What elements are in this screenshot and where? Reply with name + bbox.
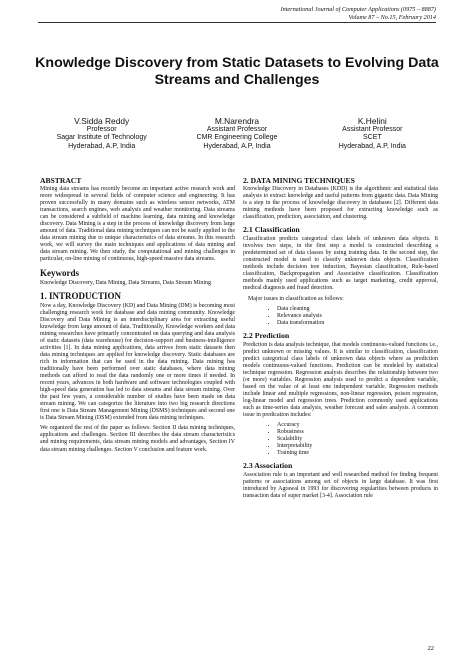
list-item: • Data transformation [277,320,438,327]
section-2-2-heading: 2.2 Prediction [243,331,290,341]
right-column [243,176,438,503]
section-2-2-text: Prediction is data analysis technique, that models continuous-valued functions i.e., predict unknown or missing values. It is similar to classification, classification predict categorical class labels of unknown data objects where as prediction models continuous-valued functions. Prediction can be modeled by statistical technique regression. Regression analysis describes the relationship between two (or more) variables. Regression analysis used to predict a dependent variable, based on the value of at least one independent variable. Regression methods include linear and multiple regressions, non-linear regression, poison regression, log-linear model and regression trees. Prediction commonly used applications such as time-series data analysis, weather forecast and sales analysis. A common issue in predication includes: [243,341,438,419]
author-role: Assistant Professor [342,126,403,133]
keywords-text: Knowledge Discovery, Data Mining, Data Streams, Data Stream Mining [40,279,211,286]
page-number: 22 [427,645,434,652]
author-block [34,116,440,151]
author-place: Hyderabad, A.P, India [68,142,136,150]
author-role: Assistant Professor [206,126,268,133]
list-item: • Data cleaning [277,306,438,313]
list-item: • Scalability [277,436,438,443]
introduction-paragraph-1: Now a day, Knowledge Discovery (KD) and Data Mining (DM) is becoming most challenging research work for database and data mining community. Knowledge Discovery and Data Mining is an interdisciplinary area for extracting useful knowledge from large amount of data. Traditionally, Knowledge workers and data mining researches have primarily concentrated on data querying and data analysis of static datasets (data warehouse) for decision-support and business-intelligence activities [1]. In data mining applications, data arrives from static datasets then data mining techniques are applied for knowledge discovery. Static databases are rich in information that can be used in the data mining. Data mining has traditionally have been performed over static databases, where data mining methods can afford to read the data randomly one or more times if needed. In recent years, advances in both hardware and software technologies coupled with high-speed data generation has led to data streams and data stream mining. Over the past few years, a considerable number of studies have been made on data stream mining. We can categorize the literature into two big research directions first one is Data Stream Management Mining (DSMS) techniques and second one is Data Stream Mining (DSM) extended from data mining techniques. [40,302,235,422]
journal-name: International Journal of Computer Applications (0975 – 8887) [280,6,436,13]
header-rule [38,22,436,23]
left-column [40,176,235,457]
section-2-1-lead: Major issues in classification as follows: [248,296,344,303]
section-2-1-text: Classification predicts categorical class labels of unknown data objects. It involves two steps, in the first step a model is constructed describing a predetermined set of data classes by using training data. In the second step, the constructed model is used to classify unknown data objects. Classification methods include decision tree induction, Bayesian classification, Rule-based classification, Backpropagation and Associative classification. Classification methods mainly used applications such as target marketing, credit approval, medical diagnosis and fraud detection. [243,235,438,291]
section-2-3-heading: 2.3 Association [243,461,293,471]
author-place: Hyderabad, A.P, India [338,142,406,150]
journal-header [281,6,436,21]
classification-issues-list [243,306,438,327]
keywords-heading: Keywords [40,267,79,278]
list-item: • Interpretability [277,443,438,450]
section-2-heading: 2. DATA MINING TECHNIQUES [243,176,355,185]
author-org: Sagar Institute of Technology [56,134,147,142]
author-place: Hyderabad, A.P, India [203,142,271,150]
author-name: V.Sidda Reddy [74,116,130,126]
list-item: • Accuracy [277,422,438,429]
author-name: K.Helini [357,116,387,126]
introduction-paragraph-2: We organized the rest of the paper as follows: Section II data mining techniques, applications and challenges. Section III describes the data stream characteristics and mining requirements, data stream mining models and advantages, Section IV data stream mining challenges. Section V conclusion and feature work. [40,425,235,453]
abstract-text: Mining data streams has recently become an important active research work and more widespread in several fields of computer science and engineering. It has proven successfully in many domains such as wireless sensor networks, ATM transactions, search engines, web analysis and weather monitoring. Data streams can be considered a subfield of machine learning, data mining and knowledge discovery. Data Mining is a step in the process of knowledge discovery from large amount of data. Traditional data mining techniques can not be easily applied to the data stream mining due to unique characteristics of data streams. In this research work, we will survey the main techniques and applications of data mining and data stream mining. We then study, the computational and mining challenges in particular, on-line mining of continuous, high-speed massive data streams. [40,186,235,263]
list-item: • Robustness [277,429,438,436]
section-2-1-heading: 2.1 Classification [243,225,300,235]
list-item: • Training time [277,450,438,457]
section-2-text: Knowledge Discovery in Databases (KDD) is the algorithmic and statistical data analysis to extract knowledge and useful patterns from gigantic data. Data Mining is a step in the process of knowledge discovery in databases [2]. Different data mining methods have been proposed for extracting knowledge such as classification, prediction, association, and clustering. [243,186,438,221]
author-2 [169,116,304,151]
author-org: CMR Engineering College [196,134,278,142]
introduction-heading: 1. INTRODUCTION [40,290,122,301]
author-role: Professor [86,126,117,133]
paper-title: Knowledge Discovery from Static Datasets to Evolving Data Streams and Challenges [35,55,439,88]
prediction-issues-list [243,422,438,457]
list-item: • Relevance analysis [277,313,438,320]
author-3 [305,116,440,151]
journal-volume: Volume 87 – No.15, February 2014 [348,13,436,21]
author-org: SCET [362,134,382,142]
section-2-3-text: Association rule is an important and well researched method for finding frequent patterns or associations among set of objects in large database. It was first introduced by Agrawal in 1993 for discovering regularities between products in transaction data of super market [3-4]. Association rule [243,471,438,499]
author-name: M.Narendra [214,116,260,126]
abstract-heading: ABSTRACT [40,176,82,185]
author-1 [34,116,169,151]
